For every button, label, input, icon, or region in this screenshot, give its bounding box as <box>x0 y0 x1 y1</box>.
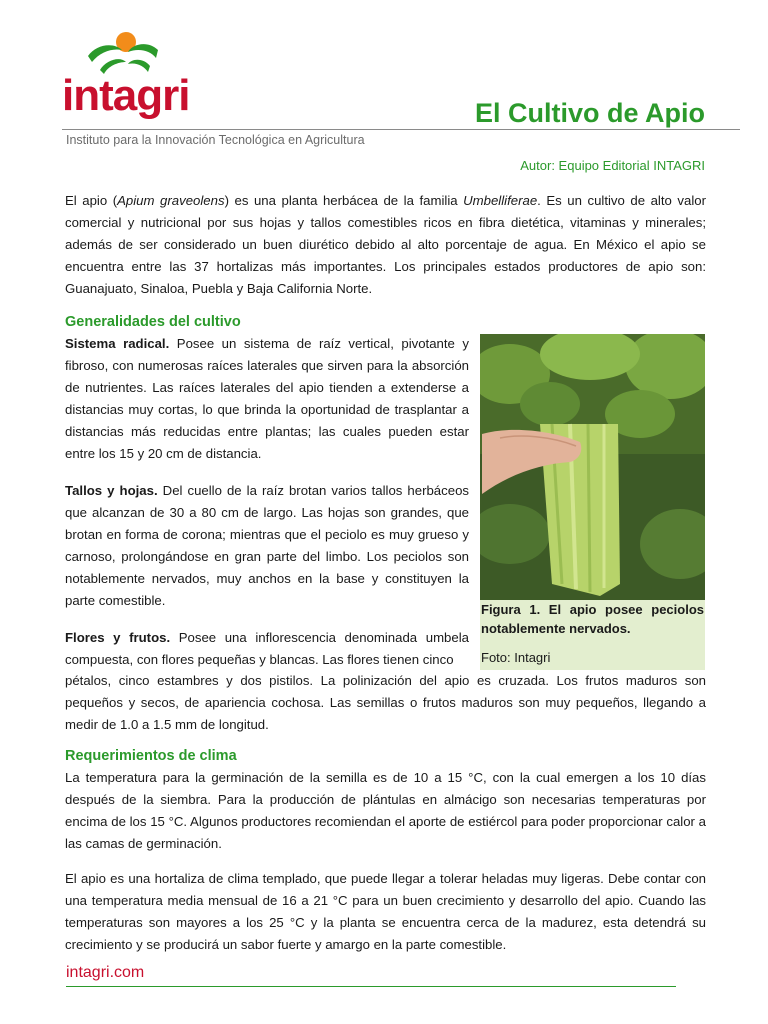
figure-caption: Figura 1. El apio posee peciolos notablemente nervados. <box>481 602 704 636</box>
footer-website-link[interactable]: intagri.com <box>66 964 145 981</box>
photo-credit: Foto: Intagri <box>481 650 551 665</box>
paragraph-clima-2: El apio es una hortaliza de clima templado, que puede llegar a tolerar heladas muy ligeras. Debe contar con una temperatura media mensual de 16 a 21 °C para un buen crecimiento y desarrollo del apio. Cuando las temperaturas son mayores a los 25 °C y la planta se encuentra cerca de la madurez, esta detendrá su crecimiento y se producirá un sabor fuerte y amargo en la parte comestible. <box>65 871 706 952</box>
author-line: Autor: Equipo Editorial INTAGRI <box>520 158 705 173</box>
section-heading-generalidades: Generalidades del cultivo <box>65 314 241 330</box>
paragraph-flores-frutos-b: pétalos, cinco estambres y dos pistilos. La polinización del apio es cruzada. Los frutos maduros son pequeños y secos, de apariencia cochosa. Las semillas o frutos maduros son muy pequeños, llegando a medir de 1.0 a 1.5 mm de longitud. <box>65 673 706 732</box>
page-title: El Cultivo de Apio <box>474 98 705 128</box>
paragraph-tallos-hojas: Tallos y hojas. Del cuello de la raíz brotan varios tallos herbáceos que alcanzan de 30 a 80 cm de largo. Las hojas son grandes, que brotan en forma de corona; mientras que el peciolo es muy grueso y carnoso, prolongándose en gran parte del limbo. Los peciolos son notablemente nervados, muy anchos en la base y constituyen la parte comestible. <box>65 483 470 608</box>
header-divider <box>62 129 740 130</box>
paragraph-sistema-radical: Sistema radical. Posee un sistema de raíz vertical, pivotante y fibroso, con numerosas raíces laterales que sirven para la absorción de nutrientes. Las raíces laterales del apio tienden a extenderse a distancias muy cortas, lo que brinda la oportunidad de trasplantar a distancias más reducidas entre plantas; las cuales pueden estar entre los 15 y 20 cm de distancia. <box>65 336 469 461</box>
institute-subtitle: Instituto para la Innovación Tecnológica en Agricultura <box>66 133 365 147</box>
logo-wordmark: intagri <box>62 71 190 120</box>
intro-paragraph: El apio (Apium graveolens) es una planta herbácea de la familia Umbelliferae. Es un cultivo de alto valor comercial y nutricional por sus hojas y tallos comestibles ricos en fibra dietética, vitaminas y minerales; además de ser considerado un buen diurético debido al alto porcentaje de agua. En México el apio se encuentra entre las 37 hortalizas más importantes. Los principales estados productores de apio son: Guanajuato, Sinaloa, Puebla y Baja California Norte. <box>65 193 706 296</box>
paragraph-flores-frutos-a: Flores y frutos. Posee una inflorescencia denominada umbela compuesta, con flores pequeñas y blancas. Las flores tienen cinco <box>65 630 469 667</box>
section-heading-clima: Requerimientos de clima <box>65 748 237 764</box>
footer-divider <box>66 986 676 987</box>
celery-photo <box>480 334 705 600</box>
paragraph-clima-1: La temperatura para la germinación de la semilla es de 10 a 15 °C, con la cual emergen a los 10 días después de la siembra. Para la producción de plántulas en almácigo son necesarias temperaturas por encima de los 15 °C. Algunos productores recomiendan el aporte de estiércol para poder proporcionar calor a las camas de germinación. <box>65 770 706 851</box>
